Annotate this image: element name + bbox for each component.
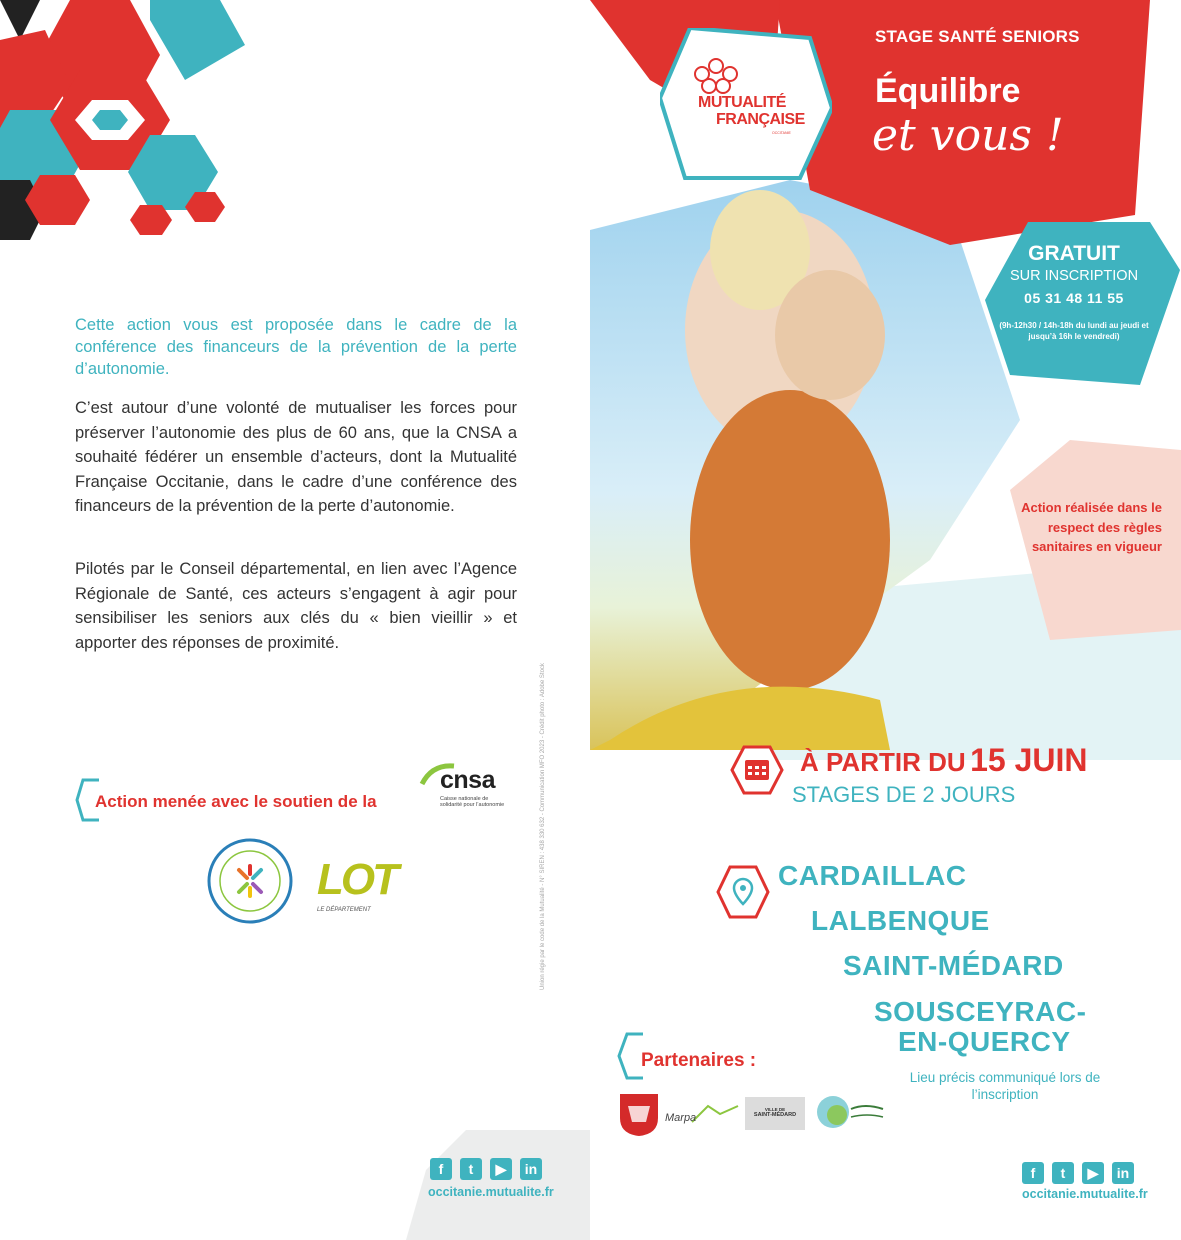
location-pin-icon — [716, 865, 770, 919]
support-statement — [75, 778, 425, 822]
start-date — [800, 742, 1087, 779]
marpa-logo-text: Marpa — [665, 1112, 697, 1124]
page-title: Équilibre — [875, 72, 1021, 110]
gratuit-title: GRATUIT — [1028, 242, 1120, 265]
cnsa-subtitle: Caisse nationale de solidarité pour l’autonomie — [440, 796, 505, 808]
lot-subtitle: LE DÉPARTEMENT — [317, 907, 371, 913]
mutualite-francaise-logo — [660, 28, 832, 186]
partners-label: Partenaires : — [641, 1050, 757, 1071]
saint-medard-line-1: VILLE DE — [764, 1107, 786, 1112]
linkedin-icon[interactable]: in — [1112, 1162, 1134, 1184]
date-prefix: À PARTIR DU — [800, 747, 966, 777]
logo-line-3: OCCITANIE — [772, 131, 791, 135]
communaute-quercy-logo — [815, 1093, 887, 1131]
youtube-icon[interactable]: ▶ — [1082, 1162, 1104, 1184]
lot-wordmark: LOT — [317, 855, 396, 904]
legal-credits: Union régie par le code de la Mutualité - N° SIREN : 438 330 632 - Communication MFO 2023 - Crédit photo : Adobe Stock — [540, 663, 546, 990]
stage-label: STAGE SANTÉ SENIORS — [875, 27, 1080, 46]
social-block-left — [406, 1130, 590, 1240]
gratuit-badge — [985, 222, 1163, 387]
lot-coat-of-arms-logo — [618, 1092, 660, 1138]
city-saint-medard: SAINT-MÉDARD — [843, 950, 1064, 981]
twitter-icon[interactable]: t — [460, 1158, 482, 1180]
lot-departement-logo — [313, 855, 396, 917]
phone-number[interactable]: 05 31 48 11 55 — [1024, 290, 1124, 306]
intro-text: Cette action vous est proposée dans le cadre de la conférence des financeurs de la prévention de la perte d’autonomie. — [75, 316, 517, 378]
city-lalbenque: LALBENQUE — [811, 905, 990, 936]
hexagon-decoration — [0, 0, 260, 250]
facebook-icon[interactable]: f — [1022, 1162, 1044, 1184]
website-link[interactable]: occitanie.mutualite.fr — [1022, 1187, 1148, 1201]
saint-medard-logo — [745, 1097, 805, 1130]
location-note: Lieu précis communiqué lors de l’inscription — [909, 1070, 1101, 1102]
city-cardaillac: CARDAILLAC — [778, 860, 967, 891]
gratuit-subtitle: SUR INSCRIPTION — [1009, 268, 1139, 284]
stages-duration: STAGES DE 2 JOURS — [792, 782, 1016, 807]
sanitary-notice: Action réalisée dans le respect des règles sanitaires en vigueur — [1021, 500, 1162, 554]
page-subtitle: et vous ! — [872, 110, 1064, 161]
opening-hours: (9h-12h30 / 14h-18h du lundi au jeudi et jusqu’à 16h le vendredi) — [999, 321, 1149, 341]
logo-line-1: MUTUALITÉ — [698, 94, 786, 111]
cnsa-logo — [418, 762, 508, 812]
body-paragraph-2: Pilotés par le Conseil départemental, en lien avec l’Agence Régionale de Santé, ces acteurs s’engagent à agir pour sensibiliser les seniors aux clés du « bien vieillir » et apporter des réponses de proximité. — [75, 560, 517, 652]
linkedin-icon[interactable]: in — [520, 1158, 542, 1180]
logo-line-2: FRANÇAISE — [716, 111, 805, 128]
social-block-right — [1000, 1160, 1181, 1240]
support-text: Action menée avec le soutien de la — [95, 792, 377, 811]
youtube-icon[interactable]: ▶ — [490, 1158, 512, 1180]
city-sousceyrac: SOUSCEYRAC- — [874, 996, 1087, 1027]
date-value: 15 JUIN — [970, 742, 1088, 778]
website-link[interactable]: occitanie.mutualite.fr — [428, 1185, 554, 1199]
saint-medard-line-2: SAINT-MÉDARD — [753, 1112, 797, 1118]
twitter-icon[interactable]: t — [1052, 1162, 1074, 1184]
partners-heading — [617, 1032, 817, 1082]
calendar-icon — [730, 745, 784, 795]
city-en-quercy: EN-QUERCY — [898, 1026, 1071, 1057]
cnsa-wordmark: cnsa — [440, 766, 495, 794]
marpa-roof-logo — [690, 1100, 740, 1126]
facebook-icon[interactable]: f — [430, 1158, 452, 1180]
conference-financeurs-logo — [207, 838, 293, 924]
body-paragraph-1: C’est autour d’une volonté de mutualiser les forces pour préserver l’autonomie des plus de 60 ans, que la CNSA a souhaité fédérer un ensemble d’acteurs, dont la Mutualité Française Occitanie, dans le cadre d’une conférence des financeurs de la prévention de la perte d’autonomie. — [75, 399, 517, 515]
